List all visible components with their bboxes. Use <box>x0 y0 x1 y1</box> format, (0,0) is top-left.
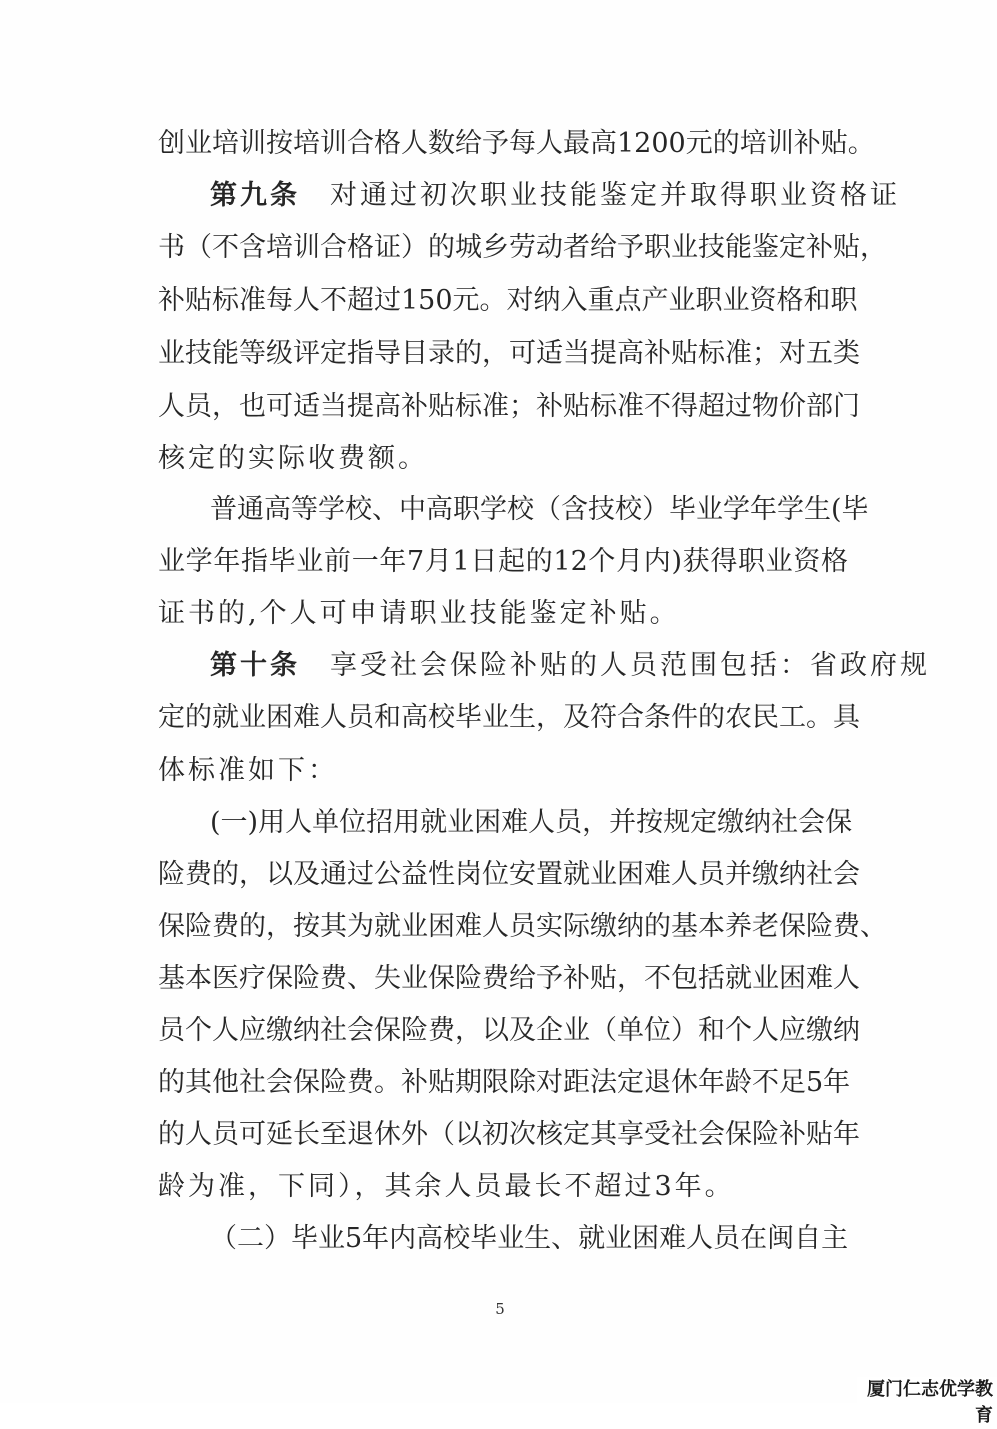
article-nine-first-line <box>210 178 900 218</box>
paragraph-line: 业学年指毕业前一年7月1日起的12个月内)获得职业资格 <box>158 546 848 577</box>
paragraph-line: (一)用人单位招用就业困难人员，并按规定缴纳社会保 <box>210 807 853 838</box>
paragraph-line: 保险费的，按其为就业困难人员实际缴纳的基本养老保险费、 <box>158 911 887 942</box>
paragraph-line: 普通高等学校、中高职学校（含技校）毕业学年学生(毕 <box>210 494 869 525</box>
paragraph-line: 的其他社会保险费。补贴期限除对距法定退休年龄不足5年 <box>158 1067 851 1098</box>
article-ten-first-line <box>210 648 930 688</box>
watermark: 厦门仁志优学教育 <box>857 1377 997 1403</box>
paragraph-line: 书（不含培训合格证）的城乡劳动者给予职业技能鉴定补贴， <box>158 232 887 263</box>
paragraph-line: 补贴标准每人不超过150元。对纳入重点产业职业资格和职 <box>158 285 858 316</box>
article-ten-heading: 第十条 <box>210 650 300 681</box>
paragraph-line: 基本医疗保险费、失业保险费给予补贴，不包括就业困难人 <box>158 963 860 994</box>
paragraph-line: 人员，也可适当提高补贴标准；补贴标准不得超过物价部门 <box>158 391 860 422</box>
paragraph-line: 员个人应缴纳社会保险费，以及企业（单位）和个人应缴纳 <box>158 1015 860 1046</box>
paragraph-line: 险费的，以及通过公益性岗位安置就业困难人员并缴纳社会 <box>158 859 860 890</box>
page-number: 5 <box>495 1300 505 1318</box>
paragraph-line: 定的就业困难人员和高校毕业生，及符合条件的农民工。具 <box>158 702 860 733</box>
paragraph-line: 享受社会保险补贴的人员范围包括：省政府规 <box>330 650 930 681</box>
paragraph-line: 创业培训按培训合格人数给予每人最高1200元的培训补贴。 <box>158 128 875 159</box>
paragraph-line: 证书的,个人可申请职业技能鉴定补贴。 <box>158 598 680 629</box>
paragraph-line: 核定的实际收费额。 <box>158 443 428 474</box>
article-nine-heading: 第九条 <box>210 180 300 211</box>
paragraph-line: 体标准如下： <box>158 755 338 786</box>
paragraph-line: 龄为准，下同），其余人员最长不超过3年。 <box>158 1171 735 1202</box>
paragraph-line: 业技能等级评定指导目录的，可适当提高补贴标准；对五类 <box>158 338 860 369</box>
paragraph-line: （二）毕业5年内高校毕业生、就业困难人员在闽自主 <box>210 1223 849 1254</box>
paragraph-line: 的人员可延长至退休外（以初次核定其享受社会保险补贴年 <box>158 1119 860 1150</box>
paragraph-line: 对通过初次职业技能鉴定并取得职业资格证 <box>330 180 900 211</box>
